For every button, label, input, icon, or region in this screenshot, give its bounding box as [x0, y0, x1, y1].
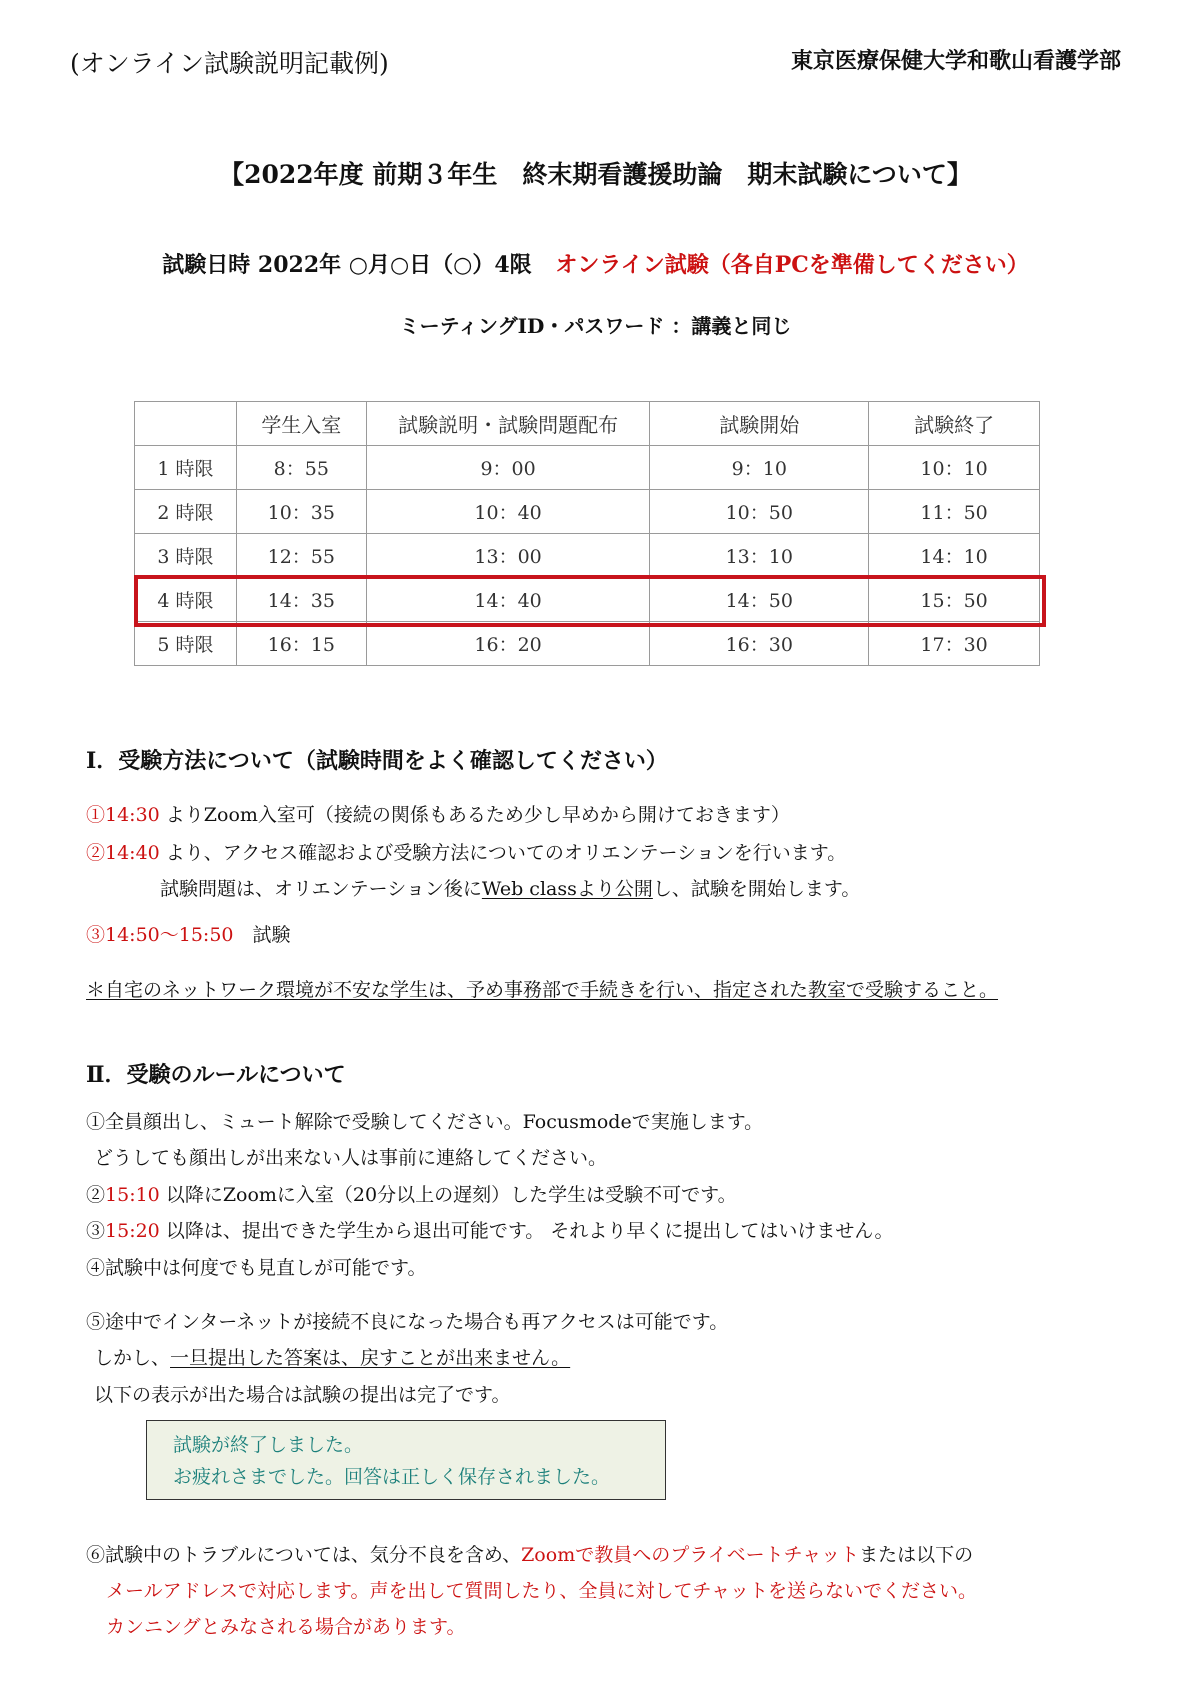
table-cell: 15：50: [869, 578, 1040, 622]
table-cell: 16：30: [650, 622, 869, 666]
rule-item: ⑤途中でインターネットが接続不良になった場合も再アクセスは可能です。: [86, 1311, 729, 1333]
rule-item: どうしても顔出しが出来ない人は事前に連絡してください。: [94, 1147, 608, 1169]
table-cell: 9：10: [650, 446, 869, 490]
table-header-cell: 試験終了: [869, 402, 1040, 446]
table-row: [135, 446, 1040, 490]
table-cell: 14：35: [236, 578, 366, 622]
table-header-cell: 試験説明・試験問題配布: [366, 402, 650, 446]
table-cell: 10：50: [650, 490, 869, 534]
list-item-text: よりZoom入室可（接続の関係もあるため少し早めから開けておきます）: [159, 804, 790, 826]
list-item-text: し、試験を開始します。: [652, 878, 861, 900]
table-cell: 12：55: [236, 534, 366, 578]
list-item-text: より、アクセス確認および受験方法についてのオリエンテーションを行います。: [159, 842, 847, 864]
rule-item: ④試験中は何度でも見直しが可能です。: [86, 1257, 427, 1279]
table-cell: 10：10: [869, 446, 1040, 490]
list-item: [86, 920, 291, 947]
rule-item: カンニングとみなされる場合があります。: [106, 1616, 466, 1638]
rule-item: メールアドレスで対応します。声を出して質問したり、全員に対してチャットを送らないでください。: [106, 1580, 977, 1602]
table-cell: 5 時限: [135, 622, 237, 666]
table-cell: 1 時限: [135, 446, 237, 490]
table-cell: 4 時限: [135, 578, 237, 622]
table-cell: 14：10: [869, 534, 1040, 578]
table-header-cell: 試験開始: [650, 402, 869, 446]
table-cell: 13：10: [650, 534, 869, 578]
table-cell: 17：30: [869, 622, 1040, 666]
table-cell: 8：55: [236, 446, 366, 490]
table-row: [135, 534, 1040, 578]
rule-text: または以下の: [859, 1544, 974, 1566]
meeting-info: ミーティングID・パスワード ：講義と同じ: [399, 314, 792, 338]
list-item: [86, 800, 790, 827]
rule-item: [86, 1216, 893, 1243]
time-highlight: ①14:30: [86, 804, 160, 826]
table-cell: 9：00: [366, 446, 650, 490]
schedule-table: [134, 401, 1040, 666]
table-row: [135, 622, 1040, 666]
exam-datetime: [0, 248, 1191, 279]
table-cell: 11：50: [869, 490, 1040, 534]
exam-online-note: オンライン試験（各自PCを準備してください）: [555, 252, 1029, 278]
table-cell: 16：15: [236, 622, 366, 666]
table-cell: 2 時限: [135, 490, 237, 534]
time-highlight: 15:10: [105, 1184, 160, 1206]
rule-item: 以下の表示が出た場合は試験の提出は完了です。: [94, 1384, 511, 1406]
list-item: [86, 838, 846, 865]
table-header-cell: [135, 402, 237, 446]
rule-text: ⑥試験中のトラブルについては、気分不良を含め、: [86, 1544, 522, 1566]
table-cell: 10：35: [236, 490, 366, 534]
rule-text: 以降は、提出できた学生から退出可能です。 それより早くに提出してはいけません。: [159, 1220, 894, 1242]
network-note: ＊自宅のネットワーク環境が不安な学生は、予め事務部で手続きを行い、指定された教室で受験すること。: [86, 979, 999, 1001]
rule-text: しかし、: [94, 1347, 171, 1369]
table-header-row: [135, 402, 1040, 446]
section-heading: Ⅱ．受験のルールについて: [86, 1062, 346, 1088]
table-cell: 16：20: [366, 622, 650, 666]
webclass-link[interactable]: Web classより公開: [481, 878, 653, 900]
rule-emphasis: Zoomで教員へのプライベートチャット: [521, 1544, 860, 1566]
exam-date-label: 試験日時 2022年 ○月○日（○）4限: [162, 252, 532, 278]
section-heading: Ⅰ．受験方法について（試験時間をよく確認してください）: [86, 748, 668, 774]
list-item-text: 試験: [233, 924, 291, 946]
rule-emphasis: 一旦提出した答案は、戻すことが出来ません。: [170, 1347, 571, 1369]
list-item-text: 試験問題は、オリエンテーション後に: [160, 878, 482, 900]
completion-message-box: [146, 1420, 666, 1500]
table-row-highlighted: [135, 578, 1040, 622]
rule-text: 以降にZoomに入室（20分以上の遅刻）した学生は受験不可です。: [159, 1184, 737, 1206]
completion-message-line: お疲れさまでした。回答は正しく保存されました。: [173, 1466, 611, 1488]
time-highlight: ③14:50～15:50: [86, 924, 234, 946]
rule-item: [86, 1180, 737, 1207]
list-item: [160, 874, 860, 901]
table-row: [135, 490, 1040, 534]
table-cell: 10：40: [366, 490, 650, 534]
table-cell: 3 時限: [135, 534, 237, 578]
completion-message-line: 試験が終了しました。: [173, 1434, 364, 1456]
rule-item: [86, 1540, 973, 1567]
rule-item: ①全員顔出し、ミュート解除で受験してください。Focusmodeで実施します。: [86, 1111, 764, 1133]
rule-number: ③: [86, 1220, 106, 1242]
rule-item: [94, 1343, 570, 1370]
table-cell: 13：00: [366, 534, 650, 578]
rule-number: ②: [86, 1184, 106, 1206]
table-cell: 14：40: [366, 578, 650, 622]
page-title: 【2022年度 前期３年生 終末期看護援助論 期末試験について】: [219, 160, 972, 189]
institution-name: 東京医療保健大学和歌山看護学部: [790, 48, 1121, 74]
table-header-cell: 学生入室: [236, 402, 366, 446]
time-highlight: ②14:40: [86, 842, 160, 864]
document-label: (オンライン試験説明記載例): [70, 49, 389, 78]
time-highlight: 15:20: [105, 1220, 160, 1242]
table-cell: 14：50: [650, 578, 869, 622]
